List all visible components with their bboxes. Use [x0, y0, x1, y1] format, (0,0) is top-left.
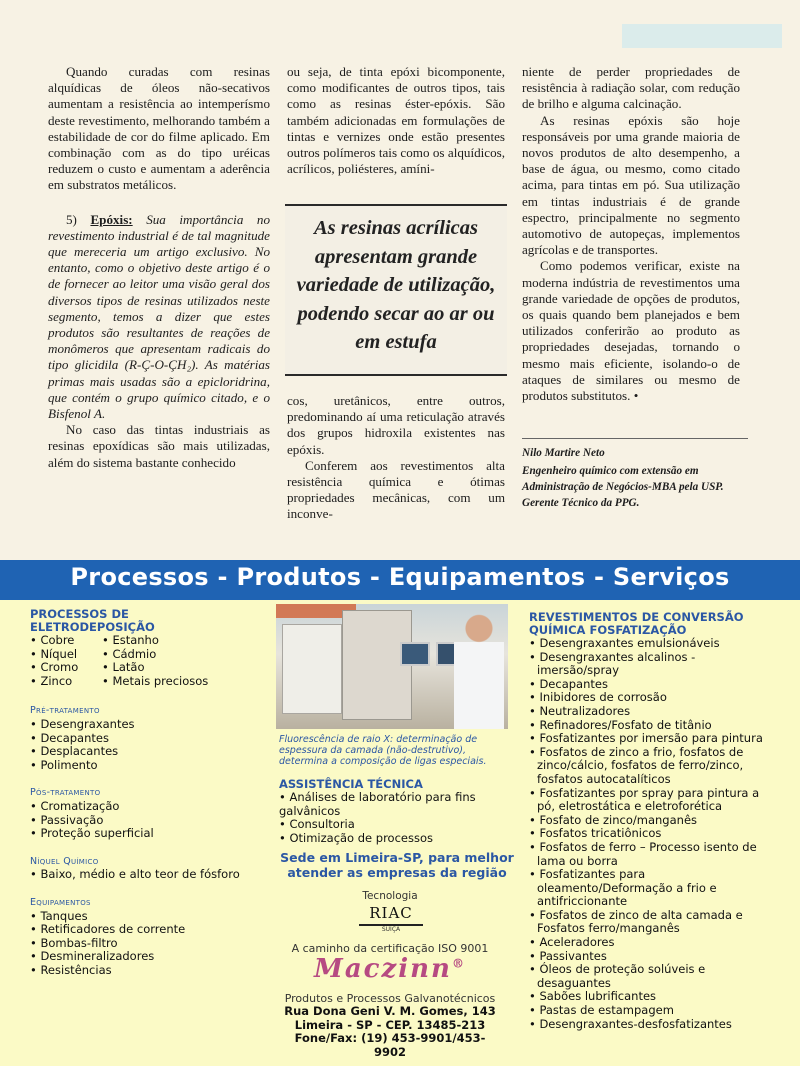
list-item: • Fosfatos de zinco a frio, fosfatos de zinco/cálcio, fosfatos de ferro/zinco, fosfatos autocatalíticos: [529, 746, 774, 787]
pull-quote: As resinas acrílicas apresentam grande variedade de utilização, podendo secar ao ar ou em estufa: [285, 204, 507, 376]
section-title: Equipamentos: [30, 896, 91, 908]
epoxis-text: Sua importância no revestimento industrial é de tal magnitude que mereceria um artigo exclusivo. No entanto, como o objetivo deste artigo é o de fornecer ao leitor uma visão geral dos diversos tipos de resinas utilizados neste segmento, temos a dizer que estes produtos são resultantes de reações de monômeros que apresentam radicais do tipo glicidila (R-Ç-O-ÇH₂). As matérias primas mais usadas são a epicloridrina, que contém o grupo químico citado, e o Bisfenol A.: [48, 211, 270, 422]
list-item: • Desengraxantes-desfosfatizantes: [529, 1018, 774, 1032]
epoxis-paragraph: [48, 212, 270, 423]
article-column-3: [522, 64, 740, 404]
address-line: Limeira - SP - CEP. 13485-213: [294, 1017, 486, 1032]
photo-caption: Fluorescência de raio X: determinação de espessura da camada (não-destrutivo), determina a composição de ligas especiais.: [279, 734, 487, 768]
paragraph: Conferem aos revestimentos alta resistência química e ótimas propriedades mecânicas, com um inconve-: [287, 457, 505, 522]
list-item: • Passivantes: [529, 950, 774, 964]
list-item: • Passivação: [30, 814, 266, 828]
list-item: • Pastas de estampagem: [529, 1004, 774, 1018]
list-item: • Cobre: [30, 634, 102, 648]
paragraph: No caso das tintas industriais as resinas epoxídicas são mais utilizadas, além do sistema bastante conhecido: [48, 422, 270, 470]
brand-name: Maczinn: [314, 954, 452, 984]
brand-description: Produtos e Processos Galvanotécnicos: [284, 992, 496, 1005]
list-item: • Fosfato de zinco/manganês: [529, 814, 774, 828]
ad-center-column: [279, 778, 515, 845]
registered-mark: ®: [451, 956, 466, 971]
machine-graphic: [282, 624, 342, 714]
section-title: Pré-tratamento: [30, 705, 100, 717]
paragraph: ou seja, de tinta epóxi bicomponente, como modificantes de outros tipos, tais como as resinas éster-epóxis. São também adicionadas em formulações de tintas e vernizes onde estão presentes outros polímeros tais como os alquídicos, acrílicos, poliésteres, amíni-: [287, 64, 505, 177]
advertisement: [0, 560, 800, 1066]
section-title: Níquel Químico: [30, 855, 99, 867]
list-item: • Óleos de proteção solúveis e desaguantes: [529, 963, 774, 990]
list-item: • Cádmio: [102, 648, 232, 662]
ad-headline: Processos - Produtos - Equipamentos - Serviços: [70, 563, 730, 591]
section-tab: [622, 24, 782, 48]
list-item: • Desengraxantes: [30, 718, 266, 732]
list-item: • Proteção superficial: [30, 827, 266, 841]
list-item: • Fosfatos de ferro – Processo isento de lama ou borra: [529, 841, 774, 868]
list-item: • Latão: [102, 661, 232, 675]
list-item: • Fosfatos de zinco de alta camada e Fosfatos ferro/manganês: [529, 909, 774, 936]
author-title-line: Gerente Técnico da PPG.: [522, 497, 640, 509]
author-title-line: Engenheiro químico com extensão em: [522, 465, 699, 477]
section-title: ELETRODEPOSIÇÃO: [30, 620, 155, 634]
list-item: • Aceleradores: [529, 936, 774, 950]
list-item: • Estanho: [102, 634, 232, 648]
list-item: • Cromo: [30, 661, 102, 675]
author-block: [522, 438, 748, 511]
section-title: Pós-tratamento: [30, 787, 101, 799]
article-column-2: [287, 64, 505, 177]
list-item: • Níquel: [30, 648, 102, 662]
list-item: • Refinadores/Fosfato de titânio: [529, 719, 774, 733]
list-item: • Metais preciosos: [102, 675, 232, 689]
item-number: 5): [66, 211, 77, 227]
list-item: • Bombas-filtro: [30, 937, 266, 951]
list-item: • Fosfatizantes por imersão para pintura: [529, 732, 774, 746]
section-title: QUÍMICA FOSFATIZAÇÃO: [529, 623, 687, 637]
paragraph: As resinas epóxis são hoje responsáveis por uma grande maioria de novos produtos de alto desempenho, a base de água, ou mesmo, como citado acima, para tintas em pó. Sua utilização em tintas industriais é de grande espectro, principalmente no segmento automotivo de autopeças, implementos agrícolas e de transportes.: [522, 112, 740, 258]
monitor-graphic: [400, 642, 430, 666]
list-item: • Fosfatos tricatiônicos: [529, 827, 774, 841]
list-item: • Cromatização: [30, 800, 266, 814]
iso-note: A caminho da certificação ISO 9001: [291, 942, 489, 955]
brand-logo: [279, 954, 501, 984]
riac-country: SUIÇA: [381, 926, 401, 933]
section-title: REVESTIMENTOS DE CONVERSÃO: [529, 610, 744, 624]
article-column-1: [48, 64, 270, 471]
list-item: • Decapantes: [529, 678, 774, 692]
technology-label: Tecnologia: [362, 890, 418, 902]
section-title: PROCESSOS DE: [30, 607, 129, 621]
list-item: • Otimização de processos: [279, 832, 515, 846]
paragraph-text: Como podemos verificar, existe na moderna indústria de revestimentos uma grande variedade de opções de produtos, os quais quando bem planejados e bem utilizados conferirão ao produto as propriedades desejadas, tornando o mesmo mais eficiente, isolando-o de ataques de similares ou mesmo de produtos substitutos.: [522, 258, 740, 404]
lab-photo: [276, 604, 508, 729]
list-item: • Desplacantes: [30, 745, 266, 759]
list-item: • Retificadores de corrente: [30, 923, 266, 937]
list-item: • Desmineralizadores: [30, 950, 266, 964]
list-item: • Consultoria: [279, 818, 515, 832]
section-title: ASSISTÊNCIA TÉCNICA: [279, 777, 423, 791]
article-column-2-bottom: [287, 393, 505, 523]
list-item: • Resistências: [30, 964, 266, 978]
list-item: • Análises de laboratório para fins galvânicos: [279, 791, 515, 818]
list-item: • Zinco: [30, 675, 102, 689]
list-item: • Polimento: [30, 759, 266, 773]
metal-list: [30, 634, 266, 688]
list-item: • Sabões lubrificantes: [529, 990, 774, 1004]
address-line: Rua Dona Geni V. M. Gomes, 143: [284, 1004, 496, 1018]
coating-list: [529, 637, 774, 1031]
list-item: • Fosfatizantes por spray para pintura a pó, eletrostática e eletroforética: [529, 787, 774, 814]
list-item: • Neutralizadores: [529, 705, 774, 719]
author-name: Nilo Martire Neto: [522, 447, 605, 459]
ad-left-column: [30, 608, 266, 977]
phone-line: Fone/Fax: (19) 453-9901/453-9902: [294, 1031, 486, 1059]
list-item: • Inibidores de corrosão: [529, 691, 774, 705]
ad-headline-band: [0, 560, 800, 600]
list-item: • Fosfatizantes para oleamento/Deformação a frio e antifriccionante: [529, 868, 774, 909]
end-mark: •: [633, 388, 639, 404]
ad-right-column: [529, 611, 774, 1031]
paragraph: Quando curadas com resinas alquídicas de óleos não-secativos aumentam a resistência ao intemperísmo deste revestimento, melhorando também a estabilidade de cor do filme aplicado. Em combinação com as do tipo uréicas reduzem o custo e aumentam a aderência em substratos metálicos.: [48, 64, 270, 193]
epoxis-title: Epóxis:: [90, 211, 133, 227]
paragraph: cos, uretânicos, entre outros, predominando aí uma reticulação através dos grupos hidroxila existentes nas epóxis.: [287, 393, 505, 457]
paragraph: [522, 258, 740, 404]
headquarters-note: Sede em Limeira-SP, para melhor atender as empresas da região: [280, 850, 514, 880]
list-item: • Desengraxantes emulsionáveis: [529, 637, 774, 651]
author-title-line: Administração de Negócios-MBA pela USP.: [522, 481, 724, 493]
list-item: • Baixo, médio e alto teor de fósforo: [30, 868, 266, 882]
list-item: • Tanques: [30, 910, 266, 924]
technician-graphic: [454, 612, 504, 729]
contact-block: [279, 1005, 501, 1059]
list-item: • Desengraxantes alcalinos - imersão/spray: [529, 651, 774, 678]
list-item: • Decapantes: [30, 732, 266, 746]
riac-logo: RIAC: [359, 904, 423, 926]
paragraph: niente de perder propriedades de resistência à radiação solar, com redução de brilho e alguma calcinação.: [522, 64, 740, 112]
